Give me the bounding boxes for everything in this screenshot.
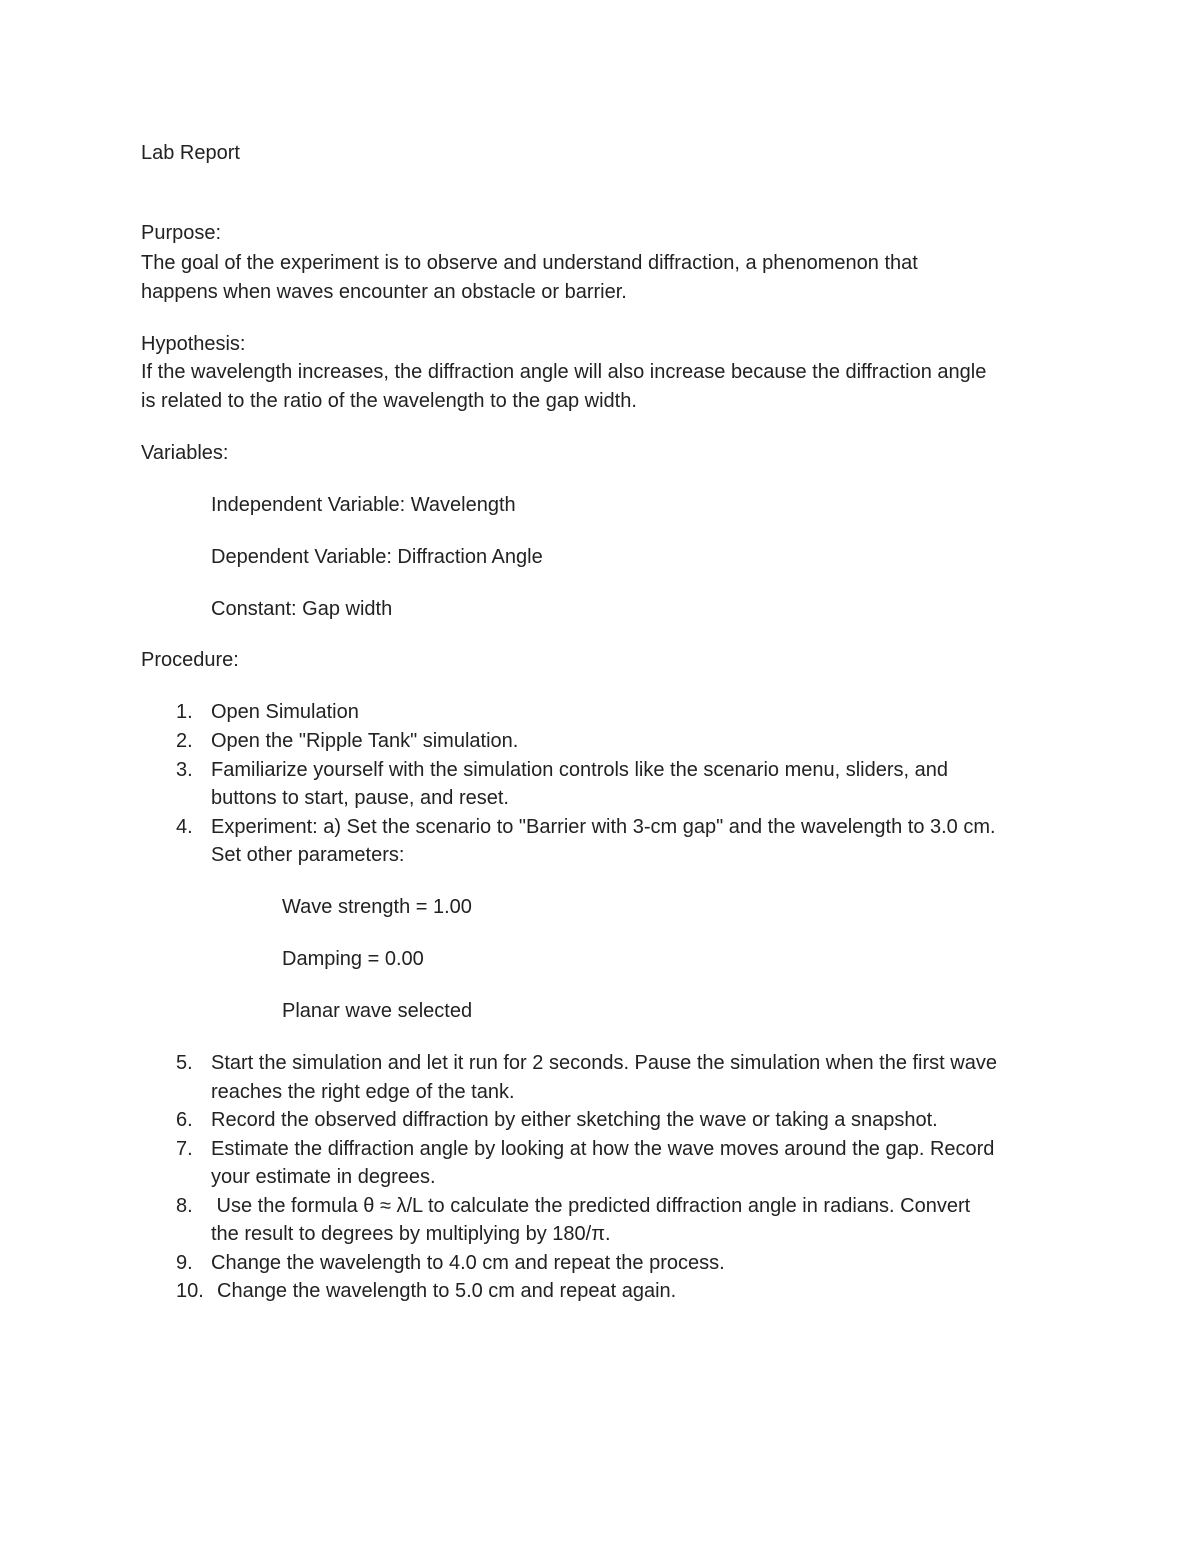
dependent-variable: Dependent Variable: Diffraction Angle [211,546,543,568]
step-text: your estimate in degrees. [211,1166,436,1188]
step-text: Experiment: a) Set the scenario to "Barrier with 3-cm gap" and the wavelength to 3.0 cm. [211,816,996,838]
step-text: Use the formula θ ≈ λ/L to calculate the predicted diffraction angle in radians. Convert [211,1195,971,1217]
parameter-damping: Damping = 0.00 [282,948,424,970]
step-text: Familiarize yourself with the simulation controls like the scenario menu, sliders, and [211,759,948,781]
step-number: 4. [176,816,193,838]
step-text: Change the wavelength to 5.0 cm and repeat again. [217,1280,677,1302]
step-text: Change the wavelength to 4.0 cm and repeat the process. [211,1252,725,1274]
step-text: the result to degrees by multiplying by 180/π. [211,1223,611,1245]
step-text: Open the "Ripple Tank" simulation. [211,730,519,752]
step-number: 1. [176,701,193,723]
purpose-text-line: The goal of the experiment is to observe and understand diffraction, a phenomenon that [141,252,918,274]
step-text: Open Simulation [211,701,359,723]
hypothesis-text-line: If the wavelength increases, the diffraction angle will also increase because the diffraction angle [141,361,987,383]
step-text: buttons to start, pause, and reset. [211,787,509,809]
step-number: 8. [176,1195,193,1217]
constant-variable: Constant: Gap width [211,598,393,620]
independent-variable: Independent Variable: Wavelength [211,494,516,516]
purpose-heading: Purpose: [141,222,222,244]
procedure-heading: Procedure: [141,649,239,671]
step-number: 7. [176,1138,193,1160]
step-number: 2. [176,730,193,752]
variables-heading: Variables: [141,442,229,464]
step-number: 6. [176,1109,193,1131]
step-text: Estimate the diffraction angle by looking at how the wave moves around the gap. Record [211,1138,995,1160]
purpose-text-line: happens when waves encounter an obstacle or barrier. [141,281,627,303]
parameter-planar-wave: Planar wave selected [282,1000,473,1022]
hypothesis-heading: Hypothesis: [141,333,246,355]
parameter-wave-strength: Wave strength = 1.00 [282,896,472,918]
step-text: reaches the right edge of the tank. [211,1081,515,1103]
step-number: 10. [176,1280,204,1302]
step-text: Set other parameters: [211,844,405,866]
step-text: Record the observed diffraction by either sketching the wave or taking a snapshot. [211,1109,938,1131]
hypothesis-text-line: is related to the ratio of the wavelength to the gap width. [141,390,637,412]
step-number: 9. [176,1252,193,1274]
step-number: 3. [176,759,193,781]
step-text: Start the simulation and let it run for 2 seconds. Pause the simulation when the first wave [211,1052,997,1074]
page-title: Lab Report [141,142,240,164]
step-number: 5. [176,1052,193,1074]
